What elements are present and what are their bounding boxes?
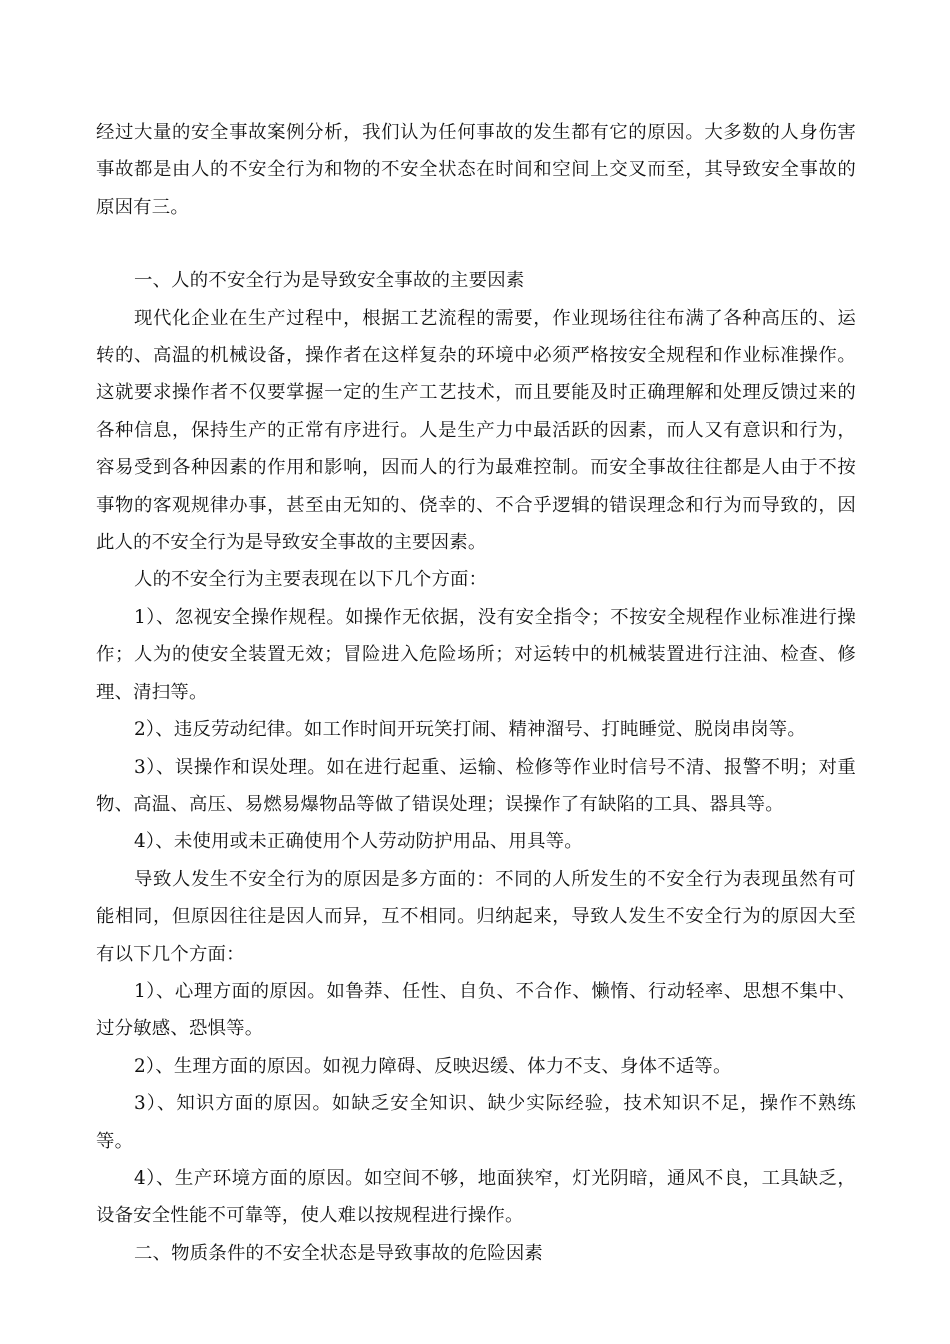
list-item: 1）、忽视安全操作规程。如操作无依据，没有安全指令；不按安全规程作业标准进行操作；人为的使安全装置无效；冒险进入危险场所；对运转中的机械装置进行注油、检查、修理、清扫等。: [96, 606, 856, 703]
document-page: [96, 114, 856, 1272]
body-paragraph: 导致人发生不安全行为的原因是多方面的：不同的人所发生的不安全行为表现虽然有可能相同，但原因往往是因人而异，互不相同。归纳起来，导致人发生不安全行为的原因大至有以下几个方面：: [96, 868, 856, 965]
list-item: 3）、误操作和误处理。如在进行起重、运输、检修等作业时信号不清、报警不明；对重物、高温、高压、易燃易爆物品等做了错误处理；误操作了有缺陷的工具、器具等。: [96, 756, 856, 815]
section-heading-1: 一、人的不安全行为是导致安全事故的主要因素: [134, 270, 525, 292]
list-item: 3）、知识方面的原因。如缺乏安全知识、缺少实际经验，技术知识不足，操作不熟练等。: [96, 1093, 856, 1152]
list-item: 2）、违反劳动纪律。如工作时间开玩笑打闹、精神溜号、打盹睡觉、脱岗串岗等。: [134, 719, 806, 741]
list-item: 4）、生产环境方面的原因。如空间不够，地面狭窄，灯光阴暗，通风不良，工具缺乏，设备安全性能不可靠等，使人难以按规程进行操作。: [96, 1167, 856, 1227]
list-item: 2）、生理方面的原因。如视力障碍、反映迟缓、体力不支、身体不适等。: [134, 1055, 732, 1077]
list-intro: 人的不安全行为主要表现在以下几个方面：: [134, 569, 488, 591]
list-item: 1）、心理方面的原因。如鲁莽、任性、自负、不合作、懒惰、行动轻率、思想不集中、过分敏感、恐惧等。: [96, 980, 856, 1040]
section-heading-2: 二、物质条件的不安全状态是导致事故的危险因素: [134, 1242, 543, 1264]
body-paragraph: 现代化企业在生产过程中，根据工艺流程的需要，作业现场往往布满了各种高压的、运转的、高温的机械设备，操作者在这样复杂的环境中必须严格按安全规程和作业标准操作。这就要求操作者不仅要掌握一定的生产工艺技术，而且要能及时正确理解和处理反馈过来的各种信息，保持生产的正常有序进行。人是生产力中最活跃的因素，而人又有意识和行为，容易受到各种因素的作用和影响，因而人的行为最难控制。而安全事故往往都是人由于不按事物的客观规律办事，甚至由无知的、侥幸的、不合乎逻辑的错误理念和行为而导致的，因此人的不安全行为是导致安全事故的主要因素。: [96, 307, 856, 554]
intro-paragraph: 经过大量的安全事故案例分析，我们认为任何事故的发生都有它的原因。大多数的人身伤害事故都是由人的不安全行为和物的不安全状态在时间和空间上交叉而至，其导致安全事故的原因有三。: [96, 122, 856, 218]
list-item: 4）、未使用或未正确使用个人劳动防护用品、用具等。: [134, 831, 583, 853]
